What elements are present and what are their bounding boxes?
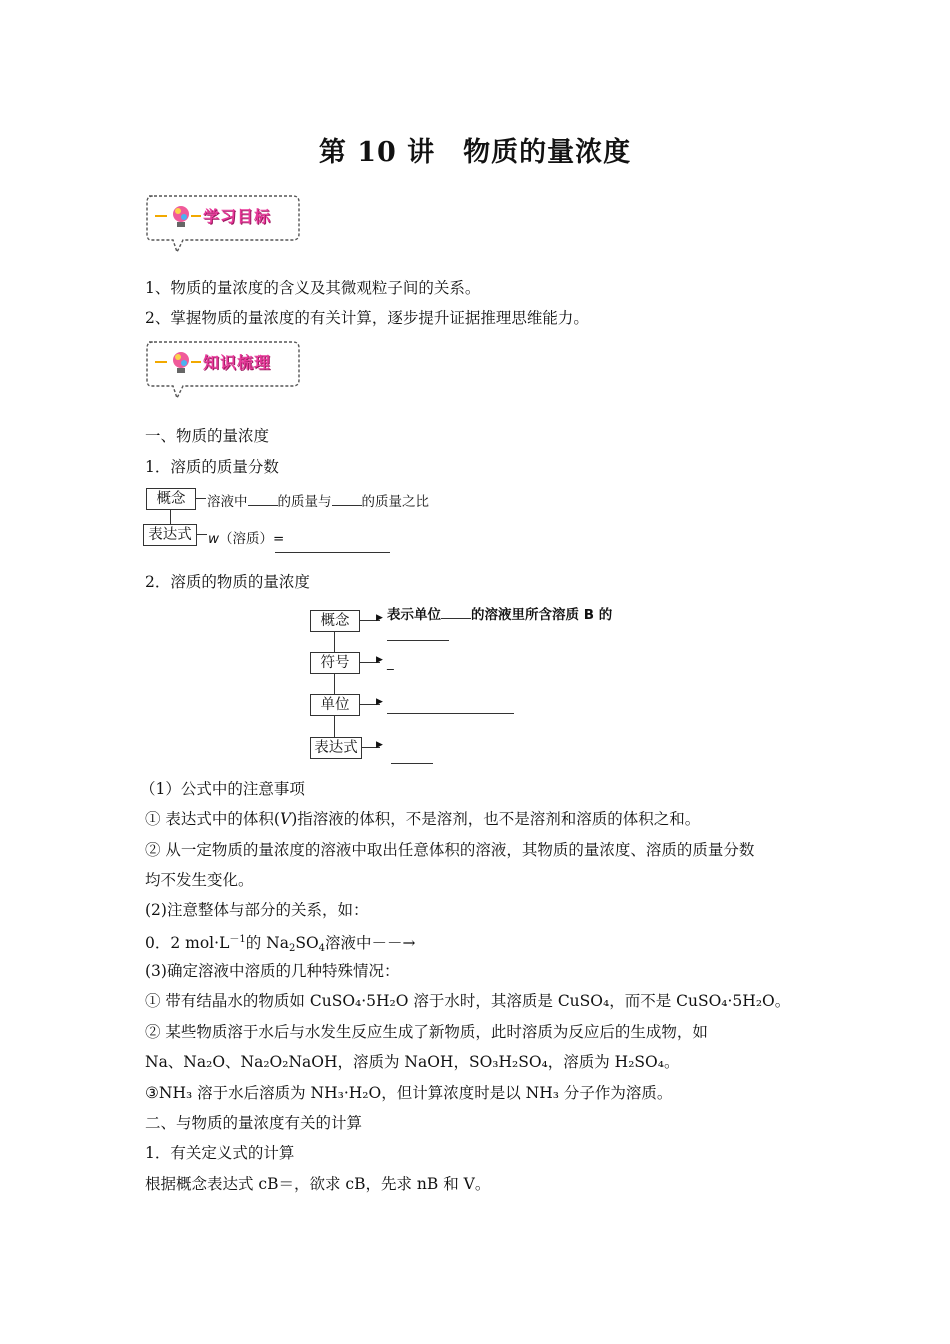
example-line: 0．2 $mol\cdot L^{-1}$的 $Na_2SO_4$溶液中－－→ — [145, 934, 416, 954]
fig2-symbol-text: _ — [387, 655, 394, 671]
fig1-connector — [170, 510, 171, 524]
special-1: ① 带有结晶水的物质如 CuSO₄·5H₂O 溶于水时，其溶质是 CuSO₄，而不是 CuSO₄·5H₂O。 — [145, 992, 791, 1010]
arrow-head-icon: ▶ — [376, 613, 383, 623]
page-title: 第 10 讲 物质的量浓度 — [318, 137, 632, 168]
fig1-concept-text: 溶液中 的质量与 的质量之比 — [207, 490, 429, 510]
section2-text: 根据概念表达式 cB＝，欲求 cB，先求 nB 和 V。 — [145, 1175, 491, 1193]
fig2-concept-blank — [387, 640, 449, 641]
special-3: ③NH₃ 溶于水后溶质为 NH₃·H₂O，但计算浓度时是以 NH₃ 分子作为溶质。 — [145, 1084, 673, 1102]
fig2-spine — [334, 631, 335, 741]
goals-badge-label: 学习目标 — [203, 207, 272, 226]
arrow-head-icon: ▶ — [376, 740, 383, 750]
fig2-symbol-box: 符号 — [310, 652, 360, 674]
section1-heading: 一、物质的量浓度 — [145, 427, 270, 445]
goals-badge — [143, 192, 299, 254]
arrow-head-icon: ▶ — [376, 697, 383, 707]
fig1-expr-text: w（溶质）= — [208, 531, 285, 547]
note-2-line-1: ② 从一定物质的量浓度的溶液中取出任意体积的溶液，其物质的量浓度、溶质的质量分数 — [145, 841, 755, 859]
knowledge-badge — [143, 338, 299, 400]
goal-item-1: 1、物质的量浓度的含义及其微观粒子间的关系。 — [145, 279, 481, 297]
fig2-concept-box: 概念 — [310, 610, 360, 632]
fig2-concept-text: 表示单位 的溶液里所含溶质 B 的 — [387, 603, 612, 623]
note-3: (2)注意整体与部分的关系，如： — [145, 901, 369, 919]
section2-heading: 二、与物质的量浓度有关的计算 — [145, 1114, 363, 1132]
fig2-unit-blank — [387, 713, 514, 714]
goal-item-2: 2、掌握物质的量浓度的有关计算，逐步提升证据推理思维能力。 — [145, 309, 589, 327]
note-1: ① 表达式中的体积(V)指溶液的体积，不是溶剂，也不是溶剂和溶质的体积之和。 — [145, 810, 701, 828]
special-2-line-1: ② 某些物质溶于水后与水发生反应生成了新物质，此时溶质为反应后的生成物，如 — [145, 1023, 708, 1041]
fig1-dash-2 — [197, 534, 207, 535]
fig2-expr-blank — [391, 763, 433, 764]
note-2-line-2: 均不发生变化。 — [145, 871, 254, 889]
note-4: (3)确定溶液中溶质的几种特殊情况： — [145, 962, 400, 980]
note-title: （1）公式中的注意事项 — [140, 780, 305, 798]
section2-sub1: 1．有关定义式的计算 — [145, 1144, 295, 1162]
fig1-fraction-line — [275, 552, 390, 553]
fig1-expr-box: 表达式 — [143, 524, 197, 546]
fig1-dash — [196, 498, 206, 499]
section1-sub1: 1．溶质的质量分数 — [145, 458, 279, 476]
knowledge-badge-label: 知识梳理 — [203, 353, 272, 372]
fig2-expr-box: 表达式 — [310, 737, 362, 759]
special-2-line-2: Na、Na₂O、Na₂O₂NaOH，溶质为 NaOH，SO₃H₂SO₄，溶质为 H₂SO₄。 — [145, 1053, 680, 1071]
section1-sub2: 2．溶质的物质的量浓度 — [145, 573, 310, 591]
fig2-unit-box: 单位 — [310, 694, 360, 716]
arrow-head-icon: ▶ — [376, 655, 383, 665]
fig1-concept-box: 概念 — [146, 488, 196, 510]
